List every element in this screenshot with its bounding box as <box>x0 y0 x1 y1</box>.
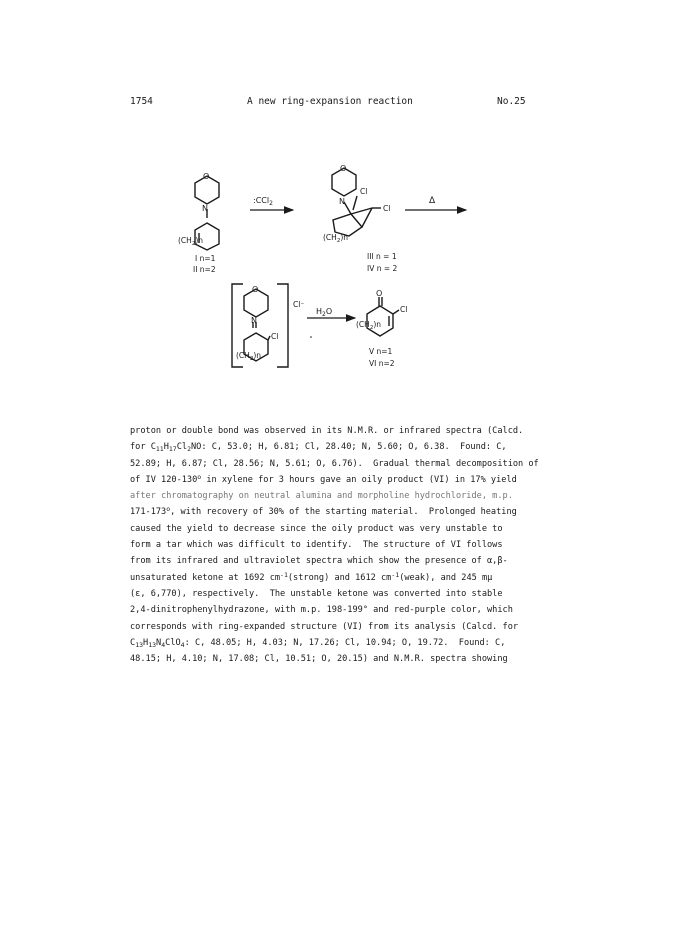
compound-label-I: I n=1 <box>195 254 216 263</box>
oxygen-label: O <box>340 164 347 173</box>
ch2n-label: $(CH_2)n$ <box>323 233 348 244</box>
compound-label-III: III n = 1 <box>367 252 397 261</box>
running-title: A new ring-expansion reaction <box>247 96 413 107</box>
nitrogen-label: N <box>339 197 345 206</box>
ch2n-label: $(CH_2)n$ <box>178 236 203 247</box>
nitrogen-label: N <box>202 204 208 213</box>
text-line: 52.89; H, 6.87; Cl, 28.56; N, 5.61; O, 6.76). Gradual thermal decomposition of <box>130 458 539 469</box>
reagent-dichlorocarbene: :CCl$_2$ <box>253 196 273 207</box>
text-line: $C_{13}H_{13}N_4ClO_4$: C, 48.05; H, 4.03; N, 17.26; Cl, 10.94; O, 19.72. Found: C, <box>130 637 506 649</box>
text-line: for $C_{11}H_{17}Cl_2NO$: C, 53.0; H, 6.81; Cl, 28.40; N, 5.60; O, 6.38. Found: C, <box>130 442 507 454</box>
text-line: corresponds with ring-expanded structure (VI) from its analysis (Calcd. for <box>130 621 519 632</box>
text-line: after chromatography on neutral alumina and morpholine hydrochloride, m.p. <box>130 491 513 502</box>
text-line: unsaturated ketone at 1692 $cm^{-1}(strong)$ and 1612 $cm^{-1}(weak)$, and 245 mμ <box>130 570 493 583</box>
chlorine-label: Cl <box>383 204 391 213</box>
text-line: of IV 120-130$^o$ in xylene for 3 hours gave an oily product (VI) in 17% yield <box>130 472 517 485</box>
issue-number: No.25 <box>497 96 526 107</box>
chlorine-label: Cl <box>400 305 408 314</box>
chlorine-label: Cl <box>360 187 368 196</box>
reaction-scheme <box>0 0 680 400</box>
oxygen-label: O <box>376 289 383 298</box>
compound-label-V: V n=1 <box>369 347 393 356</box>
chloride-counterion: Cl⁻ <box>293 300 305 309</box>
text-line: (ε, 6,770), respectively. The unstable ketone was converted into stable <box>130 588 503 599</box>
text-line: form a tar which was difficult to identify. The structure of VI follows <box>130 540 503 551</box>
compound-label-II: II n=2 <box>193 265 216 274</box>
oxygen-label: O <box>203 172 210 181</box>
compound-label-IV: IV n = 2 <box>367 264 398 273</box>
heat-symbol: Δ <box>429 196 436 206</box>
ch2n-label: $(CH_2)n$ <box>356 320 381 331</box>
reagent-water: $H_2O$ <box>316 307 333 318</box>
text-line: from its infrared and ultraviolet spectra which show the presence of α,β- <box>130 556 508 567</box>
oxygen-label: O <box>252 285 259 294</box>
text-line: 2,4-dinitrophenylhydrazone, with m.p. 198-199° and red-purple color, which <box>130 605 513 616</box>
nitrogen-label: N <box>251 316 257 325</box>
text-line: proton or double bond was observed in its N.M.R. or infrared spectra (Calcd. <box>130 426 524 436</box>
compound-label-VI: VI n=2 <box>369 359 395 368</box>
ch2n-label: $(CH_2)n$ <box>236 351 261 362</box>
text-line: 48.15; H, 4.10; N, 17.08; Cl, 10.51; O, 20.15) and N.M.R. spectra showing <box>130 654 508 665</box>
chlorine-label: Cl <box>271 332 279 341</box>
text-line: caused the yield to decrease since the oily product was very unstable to <box>130 523 503 534</box>
text-line: 171-173$^o$, with recovery of 30% of the starting material. Prolonged heating <box>130 505 517 518</box>
page-number: 1754 <box>130 96 153 107</box>
body-paragraph <box>130 423 570 667</box>
